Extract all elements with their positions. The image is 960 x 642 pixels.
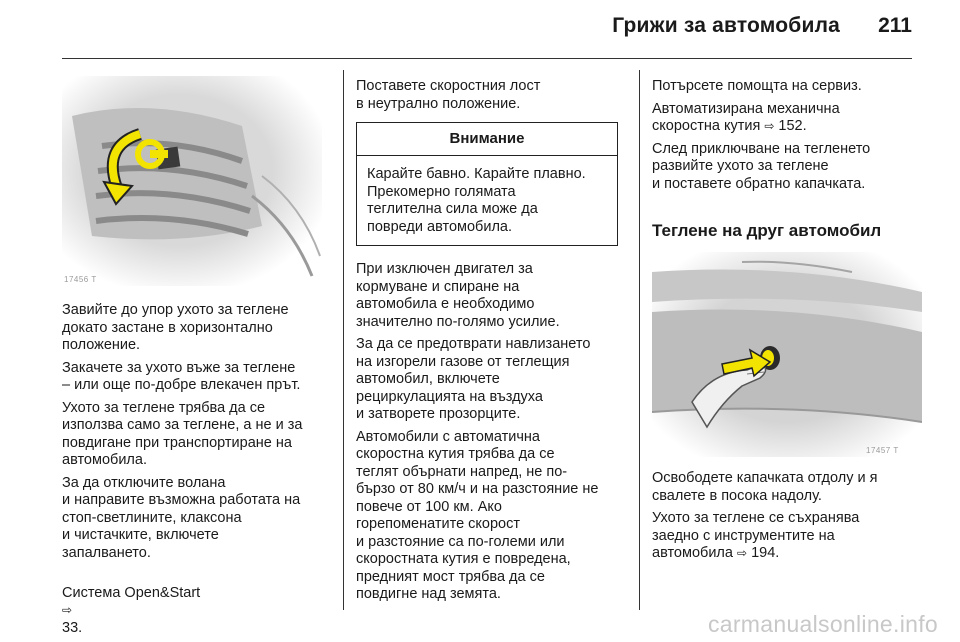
paragraph-ref: [652, 510, 922, 563]
paragraph: Поставете скоростния лост в неутрално положение.: [356, 78, 541, 112]
column-divider-right: [639, 70, 640, 610]
ref-text: Автоматизирана механична скоростна кутия: [652, 100, 840, 134]
watermark: carmanualsonline.info: [707, 611, 938, 637]
ref-page[interactable]: 194.: [751, 545, 780, 561]
middle-column-text: [356, 261, 628, 609]
paragraph: При изключен двигател за кормуване и спиране на автомобила е необходимо значително по-голямо усилие.: [356, 261, 560, 330]
paragraph: Ухото за теглене трябва да се използва само за теглене, а не и за повдигане при транспортиране на автомобила.: [62, 399, 303, 468]
header-rule: [62, 58, 912, 59]
warning-body: Карайте бавно. Карайте плавно. Прекомерно голямата теглителна сила може да повреди автомобила.: [367, 166, 586, 235]
ref-page[interactable]: 33.: [62, 619, 83, 636]
paragraph-ref: [62, 567, 337, 637]
paragraph: Потърсете помощта на сервиз.: [652, 78, 862, 94]
right-column-top-text: [652, 78, 922, 198]
tow-eye-install-illustration: [62, 76, 322, 286]
column-divider-left: [343, 70, 344, 610]
figure-code-left: 17456 T: [64, 275, 97, 284]
warning-box: [356, 122, 618, 246]
paragraph: За да отключите волана и направите възможна работата на стоп-светлините, клаксона и чистачките, включете запалването.: [62, 474, 301, 561]
page-ref-arrow-icon: ⇨: [764, 119, 775, 133]
paragraph: Закачете за ухото въже за теглене – или още по-добре влекачен прът.: [62, 359, 301, 393]
page-ref-arrow-icon: ⇨: [737, 546, 748, 560]
section-heading: Теглене на друг автомобил: [652, 221, 882, 240]
paragraph: Освободете капачката отдолу и я свалете в посока надолу.: [652, 470, 878, 504]
figure-code-right: 17457 T: [866, 446, 899, 455]
middle-intro: [356, 78, 626, 118]
tow-cap-removal-illustration: [652, 252, 922, 457]
paragraph-ref: [652, 101, 922, 136]
paragraph: Завийте до упор ухото за теглене докато застане в хоризонтално положение.: [62, 302, 289, 353]
page-title: Грижи за автомобила: [612, 14, 840, 37]
left-column-text: [62, 302, 337, 642]
paragraph: Автомобили с автоматична скоростна кутия трябва да се теглят обърнати напред, не по- бързо от 80 км/ч и на разстояние не повече от 100 км. Ако горепоменатите скорост и разстояние са по-големи или скоростната кутия е повредена, предният мост трябва да се повдигне над земята.: [356, 428, 599, 602]
ref-text: Ухото за теглене се съхранява заедно с инструментите на автомобила: [652, 510, 860, 561]
page-number: 211: [878, 14, 912, 37]
ref-page[interactable]: 152.: [778, 118, 807, 134]
warning-title: Внимание: [357, 123, 617, 156]
right-column-bottom-text: [652, 470, 922, 568]
paragraph: За да се предотврати навлизането на изгорели газове от теглещия автомобил, включете рециркулацията на въздуха и затворете прозорците.: [356, 336, 591, 422]
ref-text: Система Open&Start: [62, 584, 201, 601]
paragraph: След приключване на тегленето развийте ухото за теглене и поставете обратно капачката.: [652, 140, 871, 192]
page-ref-arrow-icon: ⇨: [62, 603, 73, 617]
